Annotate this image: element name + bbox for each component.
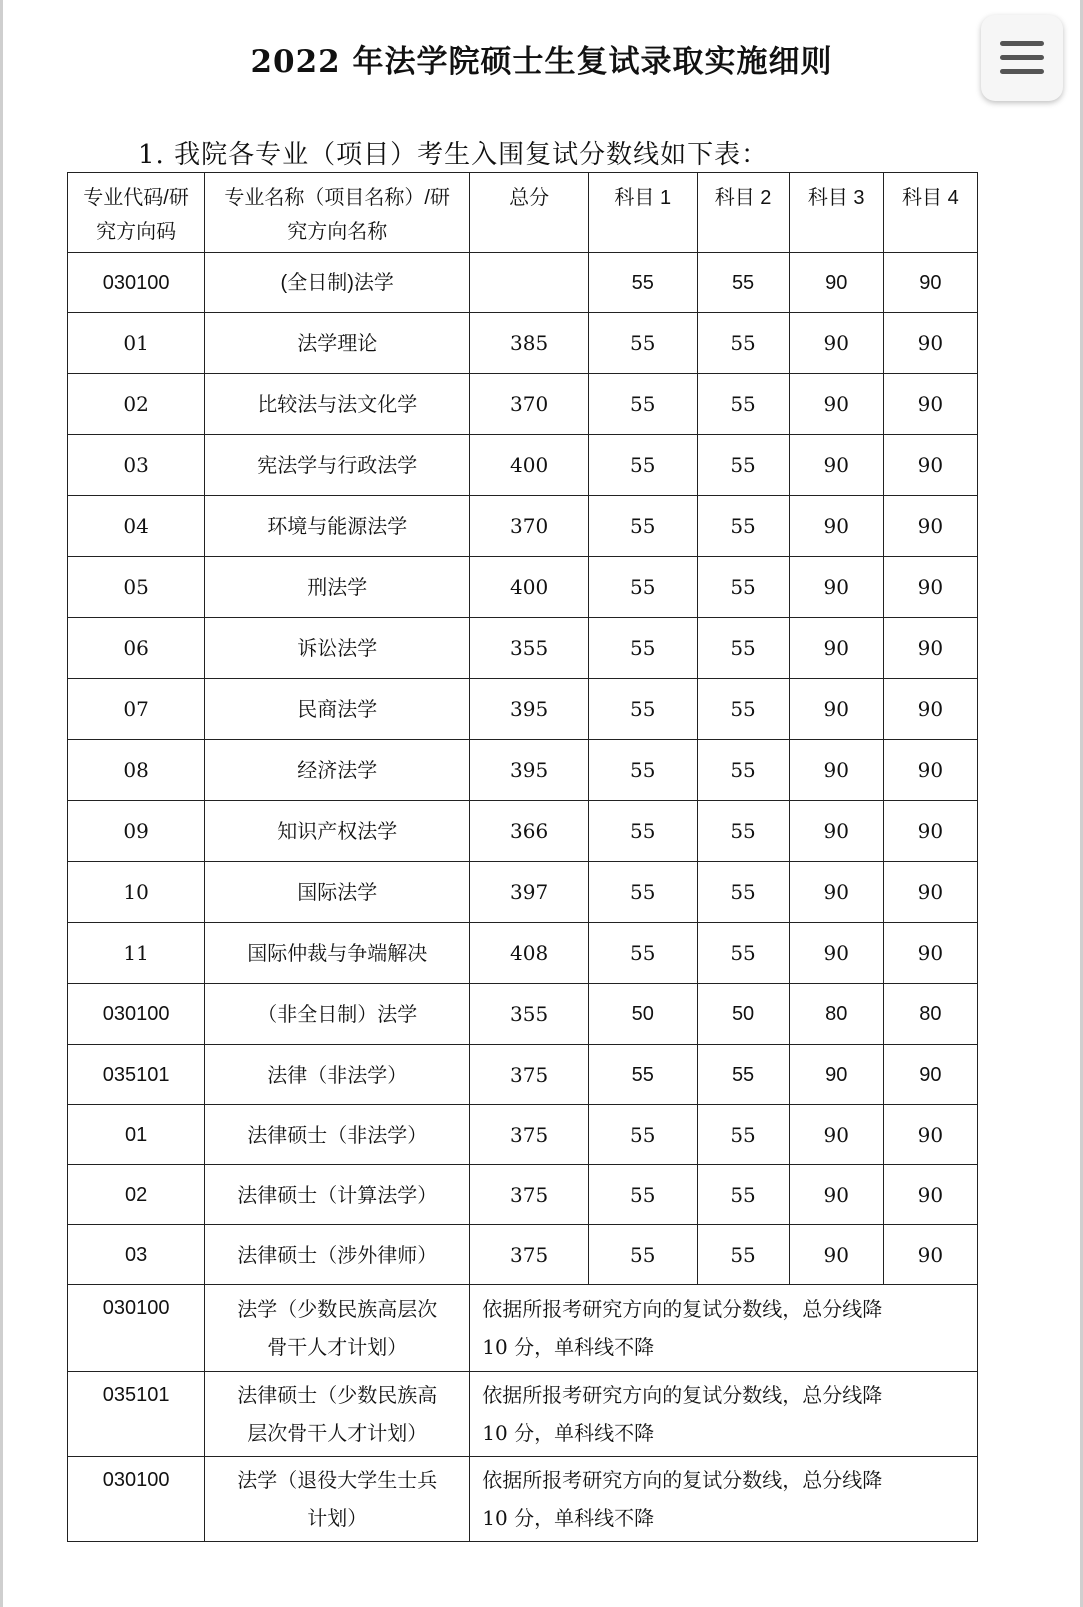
- cell-subject-3: 90: [789, 1225, 883, 1285]
- cell-note-line: 依据所报考研究方向的复试分数线，总分线降: [482, 1383, 883, 1407]
- cell-subject-2: 55: [697, 374, 789, 435]
- cell-subject-2: 55: [697, 1225, 789, 1285]
- cell-name: 国际法学: [205, 862, 470, 923]
- cell-code: 10: [68, 862, 205, 923]
- cell-subject-2: 55: [697, 862, 789, 923]
- cell-subject-1: 55: [589, 801, 698, 862]
- cell-subject-4: 90: [883, 801, 977, 862]
- cell-subject-1: 50: [589, 984, 698, 1045]
- cell-subject-1: 55: [589, 557, 698, 618]
- cell-subject-2: 55: [697, 1165, 789, 1225]
- cell-subject-2: 55: [697, 557, 789, 618]
- cell-subject-3: 90: [789, 801, 883, 862]
- cell-subject-3: 90: [789, 679, 883, 740]
- cell-total: 375: [470, 1105, 589, 1165]
- table-row: [68, 1045, 978, 1105]
- cell-subject-4: 90: [883, 557, 977, 618]
- table-row: [68, 679, 978, 740]
- cell-code: 01: [68, 1105, 205, 1165]
- header-subject-1: 科目 1: [589, 173, 698, 253]
- header-name-text: 专业名称（项目名称）/研究方向名称: [224, 187, 450, 243]
- cell-total: 370: [470, 496, 589, 557]
- cell-total: 375: [470, 1045, 589, 1105]
- cell-code: 030100: [68, 984, 205, 1045]
- cell-name: 法学理论: [205, 313, 470, 374]
- menu-bar: [1000, 41, 1044, 46]
- hamburger-menu-icon[interactable]: [981, 15, 1063, 101]
- cell-subject-4: 90: [883, 1045, 977, 1105]
- table-row: [68, 313, 978, 374]
- cell-total: [470, 253, 589, 313]
- section-intro: 1. 我院各专业（项目）考生入围复试分数线如下表：: [138, 140, 769, 170]
- cell-subject-1: 55: [589, 1225, 698, 1285]
- cell-code: 05: [68, 557, 205, 618]
- cell-subject-1: 55: [589, 740, 698, 801]
- cell-code: 030100: [68, 253, 205, 313]
- table-row: [68, 740, 978, 801]
- cell-name: 知识产权法学: [205, 801, 470, 862]
- cell-subject-2: 55: [697, 1105, 789, 1165]
- cell-total: 400: [470, 557, 589, 618]
- page-edge-left: [0, 0, 3, 1607]
- cell-note: [470, 1372, 978, 1457]
- cell-name-line: 层次骨干人才计划）: [247, 1421, 428, 1445]
- cell-code: 04: [68, 496, 205, 557]
- header-subject-4: 科目 4: [883, 173, 977, 253]
- cell-name: [205, 1457, 470, 1542]
- table-row: [68, 618, 978, 679]
- cell-subject-1: 55: [589, 618, 698, 679]
- cell-total: 400: [470, 435, 589, 496]
- cell-subject-3: 90: [789, 923, 883, 984]
- cell-name: 经济法学: [205, 740, 470, 801]
- table-row: [68, 1225, 978, 1285]
- cell-name: 法律硕士（非法学）: [205, 1105, 470, 1165]
- cell-code: 030100: [68, 1457, 205, 1542]
- cell-subject-3: 90: [789, 1045, 883, 1105]
- document-title: 2022 年法学院硕士生复试录取实施细则: [250, 44, 833, 80]
- cell-subject-4: 90: [883, 253, 977, 313]
- cell-name: 民商法学: [205, 679, 470, 740]
- cell-code: 08: [68, 740, 205, 801]
- cell-subject-2: 55: [697, 253, 789, 313]
- cell-subject-2: 55: [697, 740, 789, 801]
- header-code-text: 专业代码/研究方向码: [83, 187, 189, 243]
- cell-name: 比较法与法文化学: [205, 374, 470, 435]
- cell-name-line: 法学（退役大学生士兵: [237, 1468, 438, 1492]
- cell-note-line: 依据所报考研究方向的复试分数线，总分线降: [482, 1468, 883, 1492]
- cell-subject-2: 50: [697, 984, 789, 1045]
- table-row-special: [68, 1457, 978, 1542]
- cell-subject-2: 55: [697, 496, 789, 557]
- cell-subject-2: 55: [697, 435, 789, 496]
- cell-total: 395: [470, 679, 589, 740]
- cell-name: 法律（非法学）: [205, 1045, 470, 1105]
- cell-subject-1: 55: [589, 679, 698, 740]
- header-subject-3: 科目 3: [789, 173, 883, 253]
- cell-subject-1: 55: [589, 496, 698, 557]
- cell-subject-4: 90: [883, 679, 977, 740]
- cell-code: 07: [68, 679, 205, 740]
- cell-note-line: 10 分，单科线不降: [482, 1421, 655, 1445]
- cell-subject-3: 90: [789, 740, 883, 801]
- cell-note-line: 依据所报考研究方向的复试分数线，总分线降: [482, 1297, 883, 1321]
- cell-subject-1: 55: [589, 374, 698, 435]
- cell-code: 030100: [68, 1285, 205, 1372]
- cell-total: 395: [470, 740, 589, 801]
- cell-subject-3: 90: [789, 618, 883, 679]
- cell-subject-4: 90: [883, 374, 977, 435]
- table-row: [68, 801, 978, 862]
- cell-code: 09: [68, 801, 205, 862]
- cell-code: 03: [68, 435, 205, 496]
- table-row-special: [68, 1285, 978, 1372]
- cell-subject-4: 80: [883, 984, 977, 1045]
- cell-subject-3: 90: [789, 1165, 883, 1225]
- cell-name: 环境与能源法学: [205, 496, 470, 557]
- cell-subject-2: 55: [697, 1045, 789, 1105]
- cell-subject-2: 55: [697, 801, 789, 862]
- table-header-row: [68, 173, 978, 253]
- cell-name: 法律硕士（涉外律师）: [205, 1225, 470, 1285]
- cell-subject-1: 55: [589, 1165, 698, 1225]
- cell-subject-1: 55: [589, 313, 698, 374]
- cell-subject-1: 55: [589, 253, 698, 313]
- table-row: [68, 1105, 978, 1165]
- cell-subject-1: 55: [589, 862, 698, 923]
- cell-subject-2: 55: [697, 313, 789, 374]
- cell-total: 408: [470, 923, 589, 984]
- cell-name: (全日制)法学: [205, 253, 470, 313]
- cell-subject-2: 55: [697, 679, 789, 740]
- cell-subject-4: 90: [883, 496, 977, 557]
- cell-code: 11: [68, 923, 205, 984]
- menu-bar: [1000, 55, 1044, 60]
- cell-subject-4: 90: [883, 740, 977, 801]
- cell-note-line: 10 分，单科线不降: [482, 1335, 655, 1359]
- cell-name: 刑法学: [205, 557, 470, 618]
- cell-note: [470, 1285, 978, 1372]
- cell-subject-4: 90: [883, 1105, 977, 1165]
- cell-subject-3: 80: [789, 984, 883, 1045]
- cell-subject-4: 90: [883, 1165, 977, 1225]
- cell-subject-3: 90: [789, 496, 883, 557]
- table-row: [68, 923, 978, 984]
- cell-name: 宪法学与行政法学: [205, 435, 470, 496]
- cell-total: 355: [470, 618, 589, 679]
- cell-subject-2: 55: [697, 923, 789, 984]
- cell-name: [205, 1285, 470, 1372]
- cell-subject-4: 90: [883, 862, 977, 923]
- cell-total: 366: [470, 801, 589, 862]
- cell-subject-3: 90: [789, 253, 883, 313]
- cell-subject-4: 90: [883, 618, 977, 679]
- cell-name: 国际仲裁与争端解决: [205, 923, 470, 984]
- header-name: [205, 173, 470, 253]
- cell-total: 355: [470, 984, 589, 1045]
- cell-code: 06: [68, 618, 205, 679]
- cell-total: 385: [470, 313, 589, 374]
- table-row: [68, 496, 978, 557]
- cell-name-line: 计划）: [307, 1506, 368, 1530]
- cell-subject-3: 90: [789, 313, 883, 374]
- cell-subject-1: 55: [589, 1105, 698, 1165]
- cell-subject-4: 90: [883, 435, 977, 496]
- cell-name: 法律硕士（计算法学）: [205, 1165, 470, 1225]
- table-row: [68, 557, 978, 618]
- cell-subject-3: 90: [789, 862, 883, 923]
- cell-code: 035101: [68, 1045, 205, 1105]
- cell-subject-1: 55: [589, 923, 698, 984]
- cell-name-line: 法学（少数民族高层次: [237, 1297, 438, 1321]
- cell-subject-4: 90: [883, 313, 977, 374]
- cell-total: 370: [470, 374, 589, 435]
- cell-code: 01: [68, 313, 205, 374]
- table-row: [68, 374, 978, 435]
- cell-code: 03: [68, 1225, 205, 1285]
- header-total: 总分: [470, 173, 589, 253]
- header-subject-2: 科目 2: [697, 173, 789, 253]
- cell-subject-1: 55: [589, 435, 698, 496]
- table-row: [68, 435, 978, 496]
- cell-code: 02: [68, 1165, 205, 1225]
- cell-subject-4: 90: [883, 923, 977, 984]
- cell-name-line: 法律硕士（少数民族高: [237, 1383, 438, 1407]
- cell-subject-1: 55: [589, 1045, 698, 1105]
- cell-subject-3: 90: [789, 374, 883, 435]
- cell-total: 375: [470, 1225, 589, 1285]
- cell-subject-3: 90: [789, 557, 883, 618]
- cell-name: [205, 1372, 470, 1457]
- table-row-special: [68, 1372, 978, 1457]
- cell-total: 397: [470, 862, 589, 923]
- cell-subject-2: 55: [697, 618, 789, 679]
- cell-subject-4: 90: [883, 1225, 977, 1285]
- cell-total: 375: [470, 1165, 589, 1225]
- cell-name: （非全日制）法学: [205, 984, 470, 1045]
- cell-code: 02: [68, 374, 205, 435]
- table-row: [68, 984, 978, 1045]
- cell-subject-3: 90: [789, 1105, 883, 1165]
- cell-note: [470, 1457, 978, 1542]
- cell-name-line: 骨干人才计划）: [267, 1335, 408, 1359]
- table-row: [68, 862, 978, 923]
- cutoff-score-table: [67, 172, 978, 1542]
- menu-bar: [1000, 69, 1044, 74]
- cell-subject-3: 90: [789, 435, 883, 496]
- table-row: [68, 1165, 978, 1225]
- header-code: [68, 173, 205, 253]
- cell-name: 诉讼法学: [205, 618, 470, 679]
- table-row: [68, 253, 978, 313]
- cell-note-line: 10 分，单科线不降: [482, 1506, 655, 1530]
- cell-code: 035101: [68, 1372, 205, 1457]
